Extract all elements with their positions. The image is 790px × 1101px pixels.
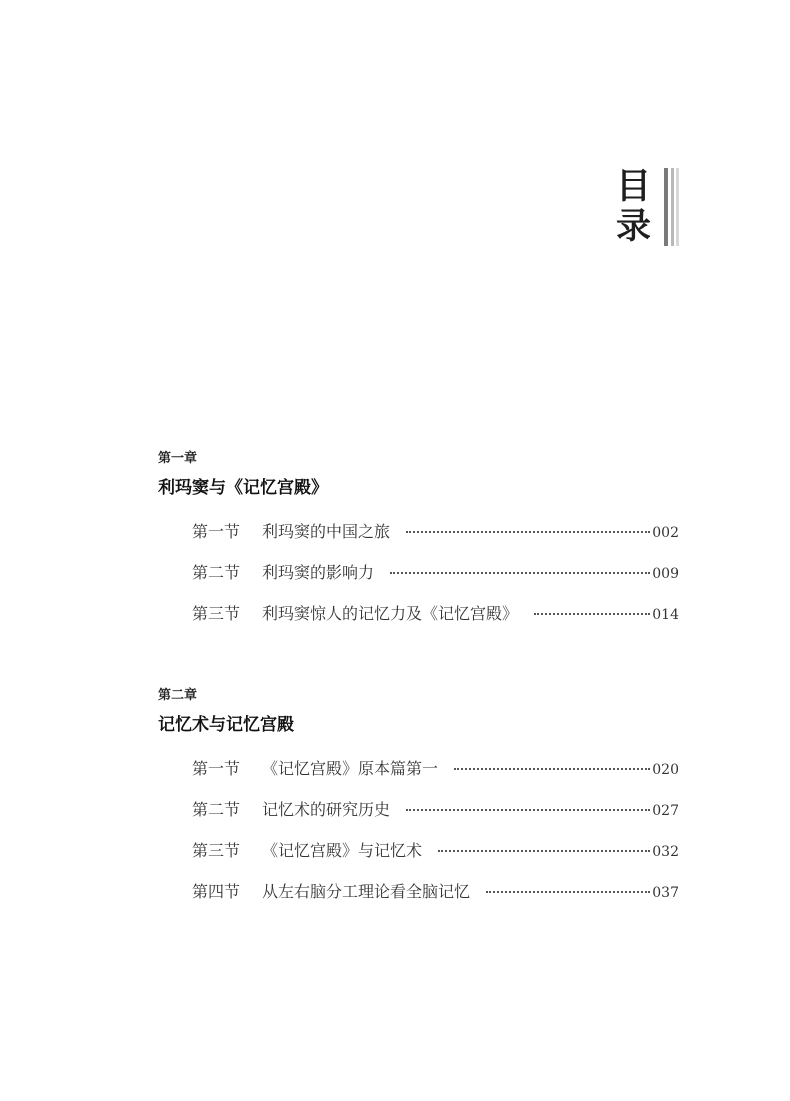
- chapter-title: 记忆术与记忆宫殿: [158, 715, 294, 735]
- dot-leader: [406, 531, 650, 533]
- page-number: 020: [652, 762, 679, 778]
- section-number: 第二节: [192, 563, 241, 582]
- page-number: 037: [652, 885, 679, 901]
- section-number: 第四节: [192, 882, 241, 901]
- page-number: 009: [652, 566, 679, 582]
- toc-entry[interactable]: [192, 756, 679, 797]
- section-number: 第三节: [192, 604, 241, 623]
- chapter-title: 利玛窦与《记忆宫殿》: [158, 478, 328, 498]
- section-title: 利玛窦惊人的记忆力及《记忆宫殿》: [262, 604, 519, 623]
- heading-char-1: 目: [616, 167, 652, 207]
- chapter-number: 第一章: [158, 451, 198, 466]
- dot-leader: [438, 850, 650, 852]
- section-title: 从左右脑分工理论看全脑记忆: [262, 882, 471, 901]
- toc-entry[interactable]: [192, 797, 679, 838]
- section-list: [192, 519, 679, 642]
- dot-leader: [486, 891, 650, 893]
- section-number: 第二节: [192, 800, 241, 819]
- toc-entry[interactable]: [192, 879, 679, 920]
- toc-entry[interactable]: [192, 519, 679, 560]
- page-number: 014: [652, 607, 679, 623]
- section-title: 记忆术的研究历史: [262, 800, 391, 819]
- dot-leader: [454, 768, 650, 770]
- section-title: 《记忆宫殿》与记忆术: [262, 841, 423, 860]
- heading-char-2: 录: [616, 207, 652, 247]
- page-number: 027: [652, 803, 679, 819]
- toc-heading: [612, 168, 682, 248]
- chapter-2: [158, 688, 679, 901]
- section-number: 第一节: [192, 522, 241, 541]
- toc-entry[interactable]: [192, 560, 679, 601]
- section-title: 《记忆宫殿》原本篇第一: [262, 759, 439, 778]
- page-number: 032: [652, 844, 679, 860]
- decorative-bar: [671, 168, 674, 246]
- toc-entry[interactable]: [192, 601, 679, 642]
- section-title: 利玛窦的中国之旅: [262, 522, 391, 541]
- page-number: 002: [652, 525, 679, 541]
- toc-entry[interactable]: [192, 838, 679, 879]
- dot-leader: [406, 809, 650, 811]
- section-number: 第三节: [192, 841, 241, 860]
- chapter-number: 第二章: [158, 688, 198, 703]
- dot-leader: [534, 613, 650, 615]
- section-title: 利玛窦的影响力: [262, 563, 375, 582]
- decorative-bar: [664, 168, 668, 246]
- section-number: 第一节: [192, 759, 241, 778]
- chapter-1: [158, 451, 679, 623]
- section-list: [192, 756, 679, 920]
- decorative-bar: [676, 168, 679, 246]
- dot-leader: [390, 572, 650, 574]
